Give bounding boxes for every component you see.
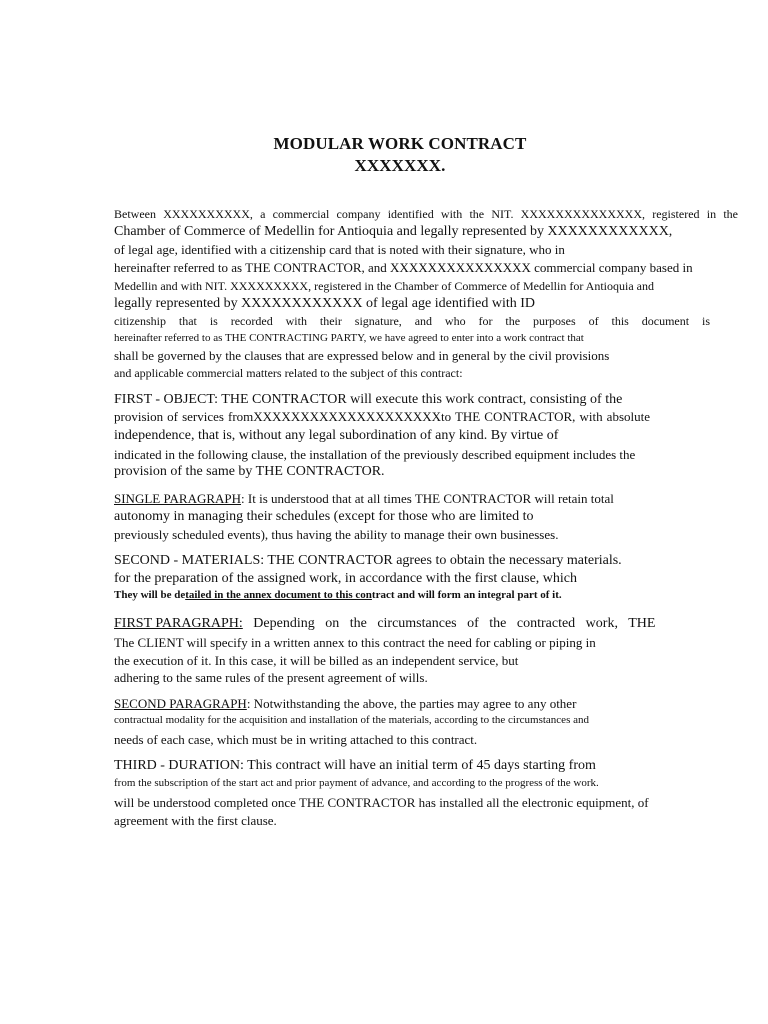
single-paragraph-line: autonomy in managing their schedules (except for those who are limited to xyxy=(114,509,534,524)
first-paragraph-line: adhering to the same rules of the present agreement of wills. xyxy=(114,670,428,685)
first-paragraph-line: the execution of it. In this case, it will be billed as an independent service, but xyxy=(114,653,519,668)
document-title: MODULAR WORK CONTRACT xyxy=(273,134,527,153)
third-duration-line: will be understood completed once THE CONTRACTOR has installed all the electronic equipment, of xyxy=(114,795,649,810)
first-paragraph-line xyxy=(114,617,659,631)
second-paragraph-heading: SECOND PARAGRAPH xyxy=(114,696,247,711)
intro-line: Chamber of Commerce of Medellin for Antioquia and legally represented by XXXXXXXXXXXX, xyxy=(114,224,673,239)
intro-line: hereinafter referred to as THE CONTRACTING PARTY, we have agreed to enter into a work contract that xyxy=(114,332,584,344)
materials-bold-line: They will be detailed in the annex document to this contract and will form an integral part of it. xyxy=(114,589,562,601)
first-object-line: independence, that is, without any legal subordination of any kind. By virtue of xyxy=(114,428,559,443)
first-paragraph-text: Depending on the circumstances of the contracted work, THE xyxy=(242,616,656,631)
second-materials-line: for the preparation of the assigned work, in accordance with the first clause, which xyxy=(114,571,577,586)
intro-line: of legal age, identified with a citizenship card that is noted with their signature, who in xyxy=(114,242,565,257)
second-materials-line: SECOND - MATERIALS: THE CONTRACTOR agrees to obtain the necessary materials. xyxy=(114,553,622,568)
single-paragraph-line: previously scheduled events), thus having the ability to manage their own businesses. xyxy=(114,527,559,542)
intro-line: Between XXXXXXXXXX, a commercial company identified with the NIT. XXXXXXXXXXXXXX, registered in the xyxy=(114,207,738,221)
second-paragraph-line: contractual modality for the acquisition and installation of the materials, according to the circumstances and xyxy=(114,714,589,726)
first-paragraph-line: The CLIENT will specify in a written annex to this contract the need for cabling or piping in xyxy=(114,635,596,650)
intro-line: and applicable commercial matters related to the subject of this contract: xyxy=(114,366,463,380)
first-paragraph-heading: FIRST PARAGRAPH: xyxy=(114,616,243,631)
intro-line: Medellin and with NIT. XXXXXXXXX, registered in the Chamber of Commerce of Medellin for Antioquia and xyxy=(114,279,654,293)
first-object-line: indicated in the following clause, the installation of the previously described equipment includes the xyxy=(114,447,636,462)
first-object-line: FIRST - OBJECT: THE CONTRACTOR will execute this work contract, consisting of the xyxy=(114,392,623,407)
second-paragraph-text: : Notwithstanding the above, the parties may agree to any other xyxy=(246,696,577,711)
document-subtitle: XXXXXXX. xyxy=(354,156,446,175)
first-object-line: provision of services fromXXXXXXXXXXXXXXXXXXXXto THE CONTRACTOR, with absolute xyxy=(114,409,650,424)
third-duration-line: from the subscription of the start act and prior payment of advance, and according to the progress of the work. xyxy=(114,777,599,789)
single-paragraph-line xyxy=(114,492,710,505)
intro-line: citizenship that is recorded with their signature, and who for the purposes of this document is xyxy=(114,314,710,328)
intro-line: hereinafter referred to as THE CONTRACTOR, and XXXXXXXXXXXXXXX commercial company based in xyxy=(114,260,693,275)
second-paragraph-line xyxy=(114,697,710,710)
single-paragraph-heading: SINGLE PARAGRAPH xyxy=(114,491,242,506)
single-paragraph-text: : It is understood that at all times THE CONTRACTOR will retain total xyxy=(241,491,614,506)
third-duration-line: agreement with the first clause. xyxy=(114,813,277,828)
intro-line: legally represented by XXXXXXXXXXXX of legal age identified with ID xyxy=(114,296,536,311)
third-duration-line: THIRD - DURATION: This contract will have an initial term of 45 days starting from xyxy=(114,758,596,773)
intro-line: shall be governed by the clauses that are expressed below and in general by the civil provisions xyxy=(114,348,610,363)
second-paragraph-line: needs of each case, which must be in writing attached to this contract. xyxy=(114,732,478,747)
first-object-line: provision of the same by THE CONTRACTOR. xyxy=(114,464,385,479)
